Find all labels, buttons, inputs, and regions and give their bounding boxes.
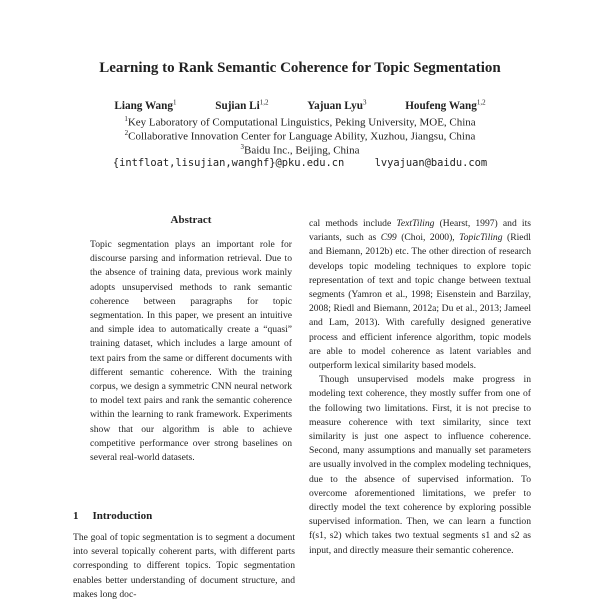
abstract-heading: Abstract	[170, 214, 212, 226]
section-number: 1	[73, 510, 79, 522]
author-list	[0, 98, 600, 112]
author-2: Sujian Li$^{1,2}$	[215, 98, 269, 112]
email-2: lvyajuan@baidu.com	[374, 157, 488, 169]
section-heading-introduction	[73, 510, 152, 522]
author-1: Liang Wang$^1$	[114, 98, 177, 112]
paper-title: Learning to Rank Semantic Coherence for Topic Segmentation	[99, 60, 501, 76]
introduction-text: The goal of topic segmentation is to segment a document into several topically coherent parts, with different parts corresponding to different topics. Topic segmentation enables better understanding of document structure, and makes long doc-	[73, 532, 295, 600]
affiliation-3: $^3$Baidu Inc., Beijing, China	[240, 143, 360, 157]
section-title: Introduction	[92, 510, 153, 522]
author-emails	[0, 157, 600, 169]
right-column	[309, 217, 531, 558]
abstract-text: Topic segmentation plays an important role for discourse parsing and information retrieval. Due to the absence of training data, previous work mainly adopts unsupervised methods to rank semantic coherence between paragraphs for topic segmentation. In this paper, we present an intuitive and simple idea to automatically create a “quasi” training dataset, which includes a large amount of text pairs from the same or different documents with different semantic coherence. With the training corpus, we design a symmetric CNN neural network to model text pairs and rank the semantic coherence within the learning to rank framework. Experiments show that our algorithm is able to achieve competitive performance over strong baselines on several real-world datasets.	[90, 239, 292, 464]
affiliation-1: $^1$Key Laboratory of Computational Linguistics, Peking University, MOE, China	[124, 115, 476, 129]
email-1: {intfloat,lisujian,wanghf}@pku.edu.cn	[112, 157, 345, 169]
author-3: Yajuan Lyu$^3$	[307, 98, 367, 112]
right-column-paragraph-1: cal methods include TextTiling (Hearst, 1997) and its variants, such as C99 (Choi, 2000), TopicTiling (Riedl and Biemann, 2012b) etc. The other direction of research develops topic modeling techniques to explore topic representation of text and topic change between textual segments (Yamron et al., 1998; Eisenstein and Barzilay, 2008; Riedl and Biemann, 2012a; Du et al., 2013; Jameel and Lam, 2013). With carefully designed generative process and efficient inference algorithm, topic models are able to model coherence as latent variables and outperform lexical similarity based models.	[309, 218, 531, 372]
right-column-paragraph-2: Though unsupervised models make progress in modeling text coherence, they mostly suffer from one of the following two limitations. First, it is not precise to measure coherence with text similarity, since text similarity is just one aspect to influence coherence. Second, many assumptions and manually set parameters are usually involved in the complex modeling techniques, due to the absence of supervised information. To overcome aforementioned limitations, we prefer to directly model the text coherence by exploring possible supervised information. Then, we can learn a function f(s1, s2) which takes two textual segments s1 and s2 as input, and directly measure their semantic coherence.	[309, 374, 531, 556]
affiliation-2: $^2$Collaborative Innovation Center for Language Ability, Xuzhou, Jiangsu, China	[124, 129, 476, 143]
author-4: Houfeng Wang$^{1,2}$	[405, 98, 486, 112]
